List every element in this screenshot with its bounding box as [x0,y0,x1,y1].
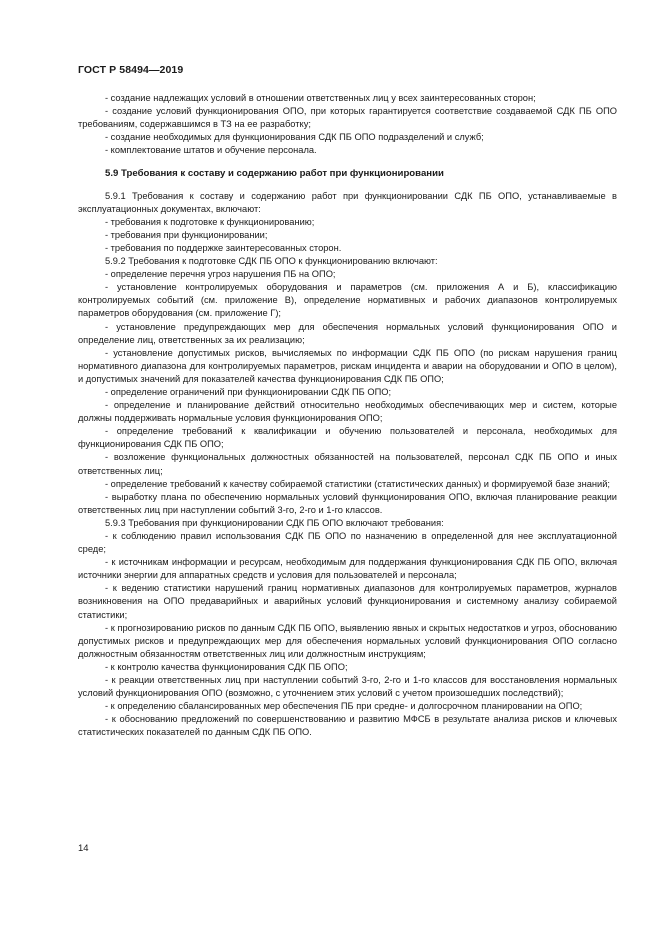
paragraph: - к контролю качества функционирования СДК ПБ ОПО; [105,661,348,672]
paragraph: - возложение функциональных должностных обязанностей на пользователей, персонал СДК ПБ ОПО и иных ответственных лиц; [78,452,617,476]
paragraph: - определение ограничений при функционировании СДК ПБ ОПО; [105,386,392,397]
paragraph: - к обоснованию предложений по совершенствованию и развитию МФСБ в результате анализа рисков и ключевых статистических показателей по данным СДК ПБ ОПО. [78,714,617,738]
paragraph: - установление контролируемых оборудования и параметров (см. приложения А и Б), классификацию контролируемых событий (см. приложение В), определение нормативных и рабочих диапазонов контролируемых параметров оборудования (см. приложение Г); [78,282,617,319]
page-number: 14 [78,843,89,854]
paragraph: - к соблюдению правил использования СДК ПБ ОПО по назначению в определенной для нее эксплуатационной среде; [78,531,617,555]
paragraph: - к ведению статистики нарушений границ нормативных диапазонов для контролируемых параметров, журналов возникновения на ОПО предаварийных и аварийных условий функционирования и системному анализу собираемой статистики; [78,583,617,620]
document-body [78,92,617,740]
paragraph: - к реакции ответственных лиц при наступлении событий 3-го, 2-го и 1-го классов для восстановления нормальных условий функционирования ОПО (возможно, с уточнением этих условий с учетом произошедших последствий); [78,675,617,699]
paragraph: 5.9.1 Требования к составу и содержанию работ при функционировании СДК ПБ ОПО, устанавливаемые в эксплуатационных документах, включают: [78,190,617,214]
paragraph: - комплектование штатов и обучение персонала. [105,145,317,156]
paragraph: - определение перечня угроз нарушения ПБ на ОПО; [105,269,336,280]
paragraph: - определение и планирование действий относительно необходимых обеспечивающих мер и систем, которые должны поддерживать нормальные условия функционирования ОПО; [78,400,617,424]
paragraph: - требования к подготовке к функционированию; [105,216,315,227]
paragraph: 5.9.2 Требования к подготовке СДК ПБ ОПО к функционированию включают: [105,256,438,267]
paragraph: - определение требований к качеству собираемой статистики (статистических данных) и формируемой базе знаний; [105,478,610,489]
section-heading: 5.9 Требования к составу и содержанию работ при функционировании [105,168,444,180]
paragraph: - создание условий функционирования ОПО, при которых гарантируется соответствие создаваемой СДК ПБ ОПО требованиям, содержавшимся в ТЗ на ее разработку; [78,106,617,130]
paragraph: - установление допустимых рисков, вычисляемых по информации СДК ПБ ОПО (по рискам нарушения границ нормативного диапазона для контролируемых параметров, рискам инцидента и аварии на оборудовании и ОПО в целом), и допустимых значений для показателей качества функционирования СДК ПБ ОПО; [78,347,617,384]
paragraph: - создание необходимых для функционирования СДК ПБ ОПО подразделений и служб; [105,132,484,143]
paragraph: - выработку плана по обеспечению нормальных условий функционирования ОПО, включая планирование реакции ответственных лиц при наступлении событий 3-го, 2-го и 1-го классов. [78,491,617,515]
paragraph: - создание надлежащих условий в отношении ответственных лиц у всех заинтересованных сторон; [105,93,536,103]
paragraph: - требования при функционировании; [105,229,268,240]
paragraph: - к источникам информации и ресурсам, необходимым для поддержания функционирования СДК ПБ ОПО, включая источники энергии для аппаратных средств и условия для пользователей и персонала; [78,557,617,581]
paragraph: - к определению сбалансированных мер обеспечения ПБ при средне- и долгосрочном планировании на ОПО; [105,701,583,712]
paragraph: - требования по поддержке заинтересованных сторон. [105,242,342,253]
paragraph: 5.9.3 Требования при функционировании СДК ПБ ОПО включают требования: [105,517,444,528]
document-header: ГОСТ Р 58494—2019 [78,64,184,76]
paragraph: - установление предупреждающих мер для обеспечения нормальных условий функционирования ОПО и определение лиц, ответственных за их реализацию; [78,321,617,345]
paragraph: - определение требований к квалификации и обучению пользователей и персонала, необходимых для функционирования СДК ПБ ОПО; [78,426,617,450]
paragraph: - к прогнозированию рисков по данным СДК ПБ ОПО, выявлению явных и скрытых недостатков и угроз, обоснованию допустимых рисков и предупреждающих мер для обеспечения нормальных условий функционирования ОПО согласно должностным обязанностям ответственных лиц или должностным инструкциям; [78,622,617,659]
